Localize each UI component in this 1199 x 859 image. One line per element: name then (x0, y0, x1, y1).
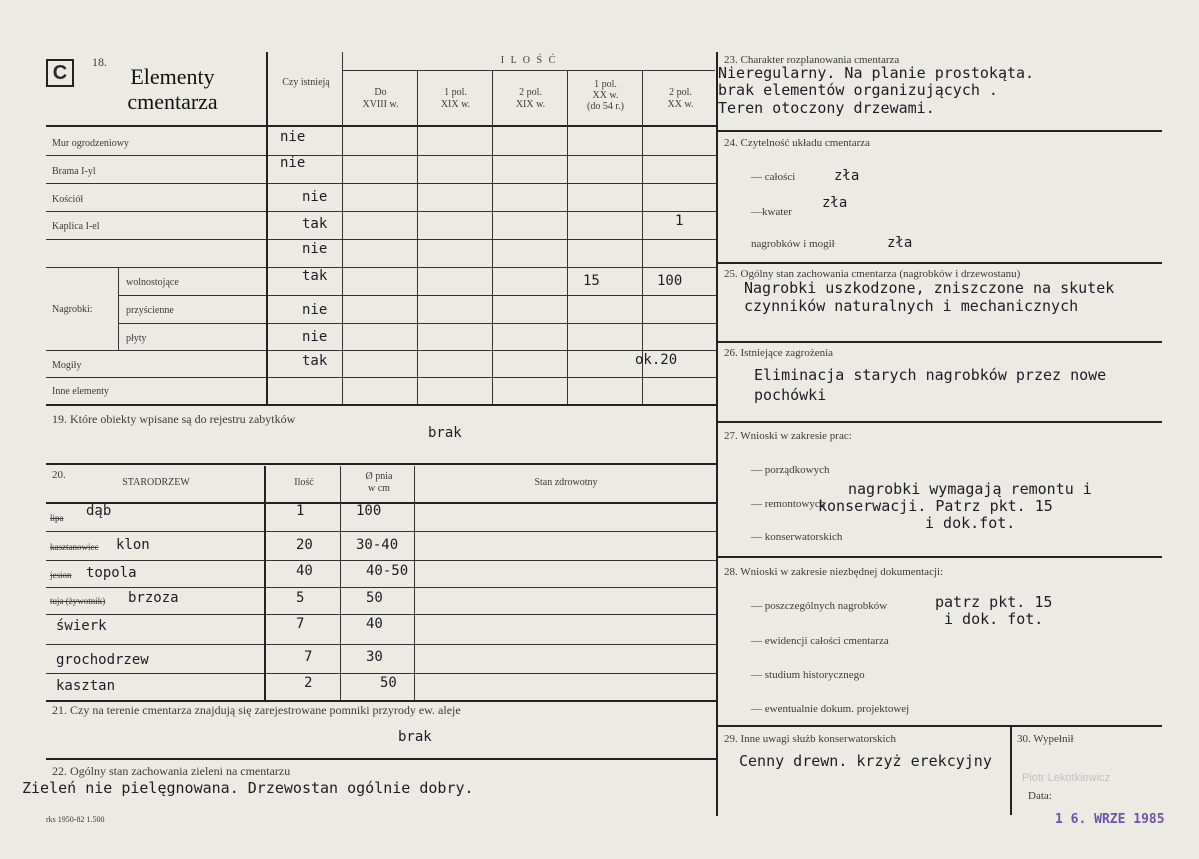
q25-line: Nagrobki uszkodzone, zniszczone na skutek (744, 279, 1115, 297)
row-value: nie (302, 329, 328, 345)
row-label: wolnostojące (126, 277, 179, 288)
q19-label: 19. Które obiekty wpisane są do rejestru zabytków (52, 412, 296, 426)
ilosc-header: I L O Ś Ć (500, 55, 558, 66)
tree-row: jesion topola 40 40-50 (50, 563, 409, 581)
row-value: tak (302, 216, 328, 232)
row-label: Mogiły (52, 360, 82, 371)
tree-row: kasztanowiec klon 20 30-40 (50, 537, 399, 553)
q24-kwater: —kwater (751, 206, 792, 218)
pnia-header: Ø pnia w cm (365, 471, 393, 494)
tree-row: kasztan 2 50 (56, 675, 397, 694)
q24-nagrobkow: nagrobków i mogił (751, 238, 835, 250)
q27-label: 27. Wnioski w zakresie prac: (724, 430, 852, 442)
q27-remontowych: — remontowych (751, 498, 826, 510)
q29-answer: Cenny drewn. krzyż erekcyjny (739, 752, 992, 770)
row-label: Mur ogrodzeniowy (52, 138, 129, 149)
q24-calosci-value: zła (834, 168, 860, 184)
col-header-1: Do XVIII w. (362, 87, 399, 110)
section-title-line1: Elementy (130, 64, 215, 89)
q22-answer: Zieleń nie pielęgnowana. Drzewostan ogólnie dobry. (22, 779, 474, 797)
col-header-3: 2 pol. XIX w. (515, 87, 546, 110)
row-label: Kościół (52, 194, 84, 205)
q28-item: — studium historycznego (751, 669, 865, 681)
q27-konserwatorskich: — konserwatorskich (751, 531, 843, 543)
q28-label: 28. Wnioski w zakresie niezbędnej dokumentacji: (724, 566, 944, 578)
q29-label: 29. Inne uwagi służb konserwatorskich (724, 733, 896, 745)
q25-label: 25. Ogólny stan zachowania cmentarza (nagrobków i drzewostanu) (724, 268, 1021, 280)
q26-line: pochówki (754, 386, 827, 404)
cell-value: 1 (675, 213, 684, 229)
q19-answer: brak (428, 425, 462, 441)
q23-line: brak elementów organizujących . (718, 81, 998, 99)
col-header-4: 1 pol. XX w. (do 54 r.) (587, 79, 624, 112)
cell-value: 100 (657, 273, 683, 289)
q27-line: nagrobki wymagają remontu i (848, 480, 1092, 498)
row-value: nie (302, 241, 328, 257)
row-value: nie (302, 189, 328, 205)
row-value: nie (280, 155, 306, 171)
q21-answer: brak (398, 729, 432, 745)
q27-porzadkowych: — porządkowych (751, 464, 830, 476)
q27-line: konserwacji. Patrz pkt. 15 (818, 497, 1053, 515)
q30-label: 30. Wypełnił (1017, 733, 1074, 745)
row-value: tak (302, 268, 328, 284)
tree-row: świerk 7 40 (56, 616, 383, 634)
section-title-line2: cmentarza (127, 89, 218, 114)
section-number: 18. (92, 55, 107, 69)
q28-value: patrz pkt. 15 (935, 593, 1053, 611)
row-value: nie (280, 129, 306, 145)
row-label: płyty (126, 333, 147, 344)
q20-number: 20. (52, 469, 66, 481)
tree-row: grochodrzew 7 30 (56, 649, 383, 668)
q24-label: 24. Czytelność układu cmentarza (724, 137, 871, 149)
row-value: nie (302, 302, 328, 318)
cell-value: ok.20 (635, 352, 678, 368)
tree-row: lipa dąb 1 100 (50, 503, 382, 523)
q23-line: Teren otoczony drzewami. (718, 99, 935, 117)
q23-line: Nieregularny. Na planie prostokąta. (718, 64, 1035, 82)
row-value: tak (302, 353, 328, 369)
stan-zdrowotny-header: Stan zdrowotny (534, 477, 598, 488)
q23-label: 23. Charakter rozplanowania cmentarza (724, 54, 900, 66)
q24-kwater-value: zła (822, 195, 848, 211)
q27-line: i dok.fot. (925, 514, 1016, 532)
q28-value: i dok. fot. (944, 610, 1044, 628)
col-header-2: 1 pol. XIX w. (440, 87, 471, 110)
signature-stamp: Piotr Lekotkiewicz (1022, 772, 1111, 784)
cell-value: 15 (583, 273, 600, 289)
date-stamp: 1 6. WRZE 1985 (1055, 812, 1165, 827)
q30-date-label: Data: (1028, 790, 1052, 802)
q28-item: — ewentualnie dokum. projektowej (751, 703, 910, 715)
row-label: Inne elementy (52, 386, 109, 397)
tree-row: tuja (żywotnik) brzoza 5 50 (50, 590, 383, 606)
row-label: Kaplica I-el (52, 221, 100, 232)
q26-line: Eliminacja starych nagrobków przez nowe (754, 366, 1107, 384)
q24-nagrobkow-value: zła (887, 235, 913, 251)
q28-item: — poszczególnych nagrobków (751, 600, 888, 612)
ilosc-header-20: Ilość (294, 477, 314, 488)
q21-label: 21. Czy na terenie cmentarza znajdują się zarejestrowane pomniki przyrody ew. aleje (52, 703, 461, 717)
q26-label: 26. Istniejące zagrożenia (724, 347, 834, 359)
czy-istnieja-header: Czy istnieją (282, 77, 330, 88)
row-label: Brama I-yl (52, 166, 96, 177)
q25-line: czynników naturalnych i mechanicznych (744, 297, 1079, 315)
q22-label: 22. Ogólny stan zachowania zieleni na cmentarzu (52, 764, 291, 778)
nagrobki-label: Nagrobki: (52, 304, 93, 315)
form-code: rks 1950-82 1.500 (46, 815, 105, 824)
row-label: przyścienne (126, 305, 174, 316)
col-header-5: 2 pol. XX w. (667, 87, 694, 110)
q24-calosci: — całości (751, 171, 796, 183)
starodrzew-header: STARODRZEW (122, 477, 190, 488)
section-c-box: C (46, 59, 74, 87)
q28-item: — ewidencji całości cmentarza (751, 635, 889, 647)
